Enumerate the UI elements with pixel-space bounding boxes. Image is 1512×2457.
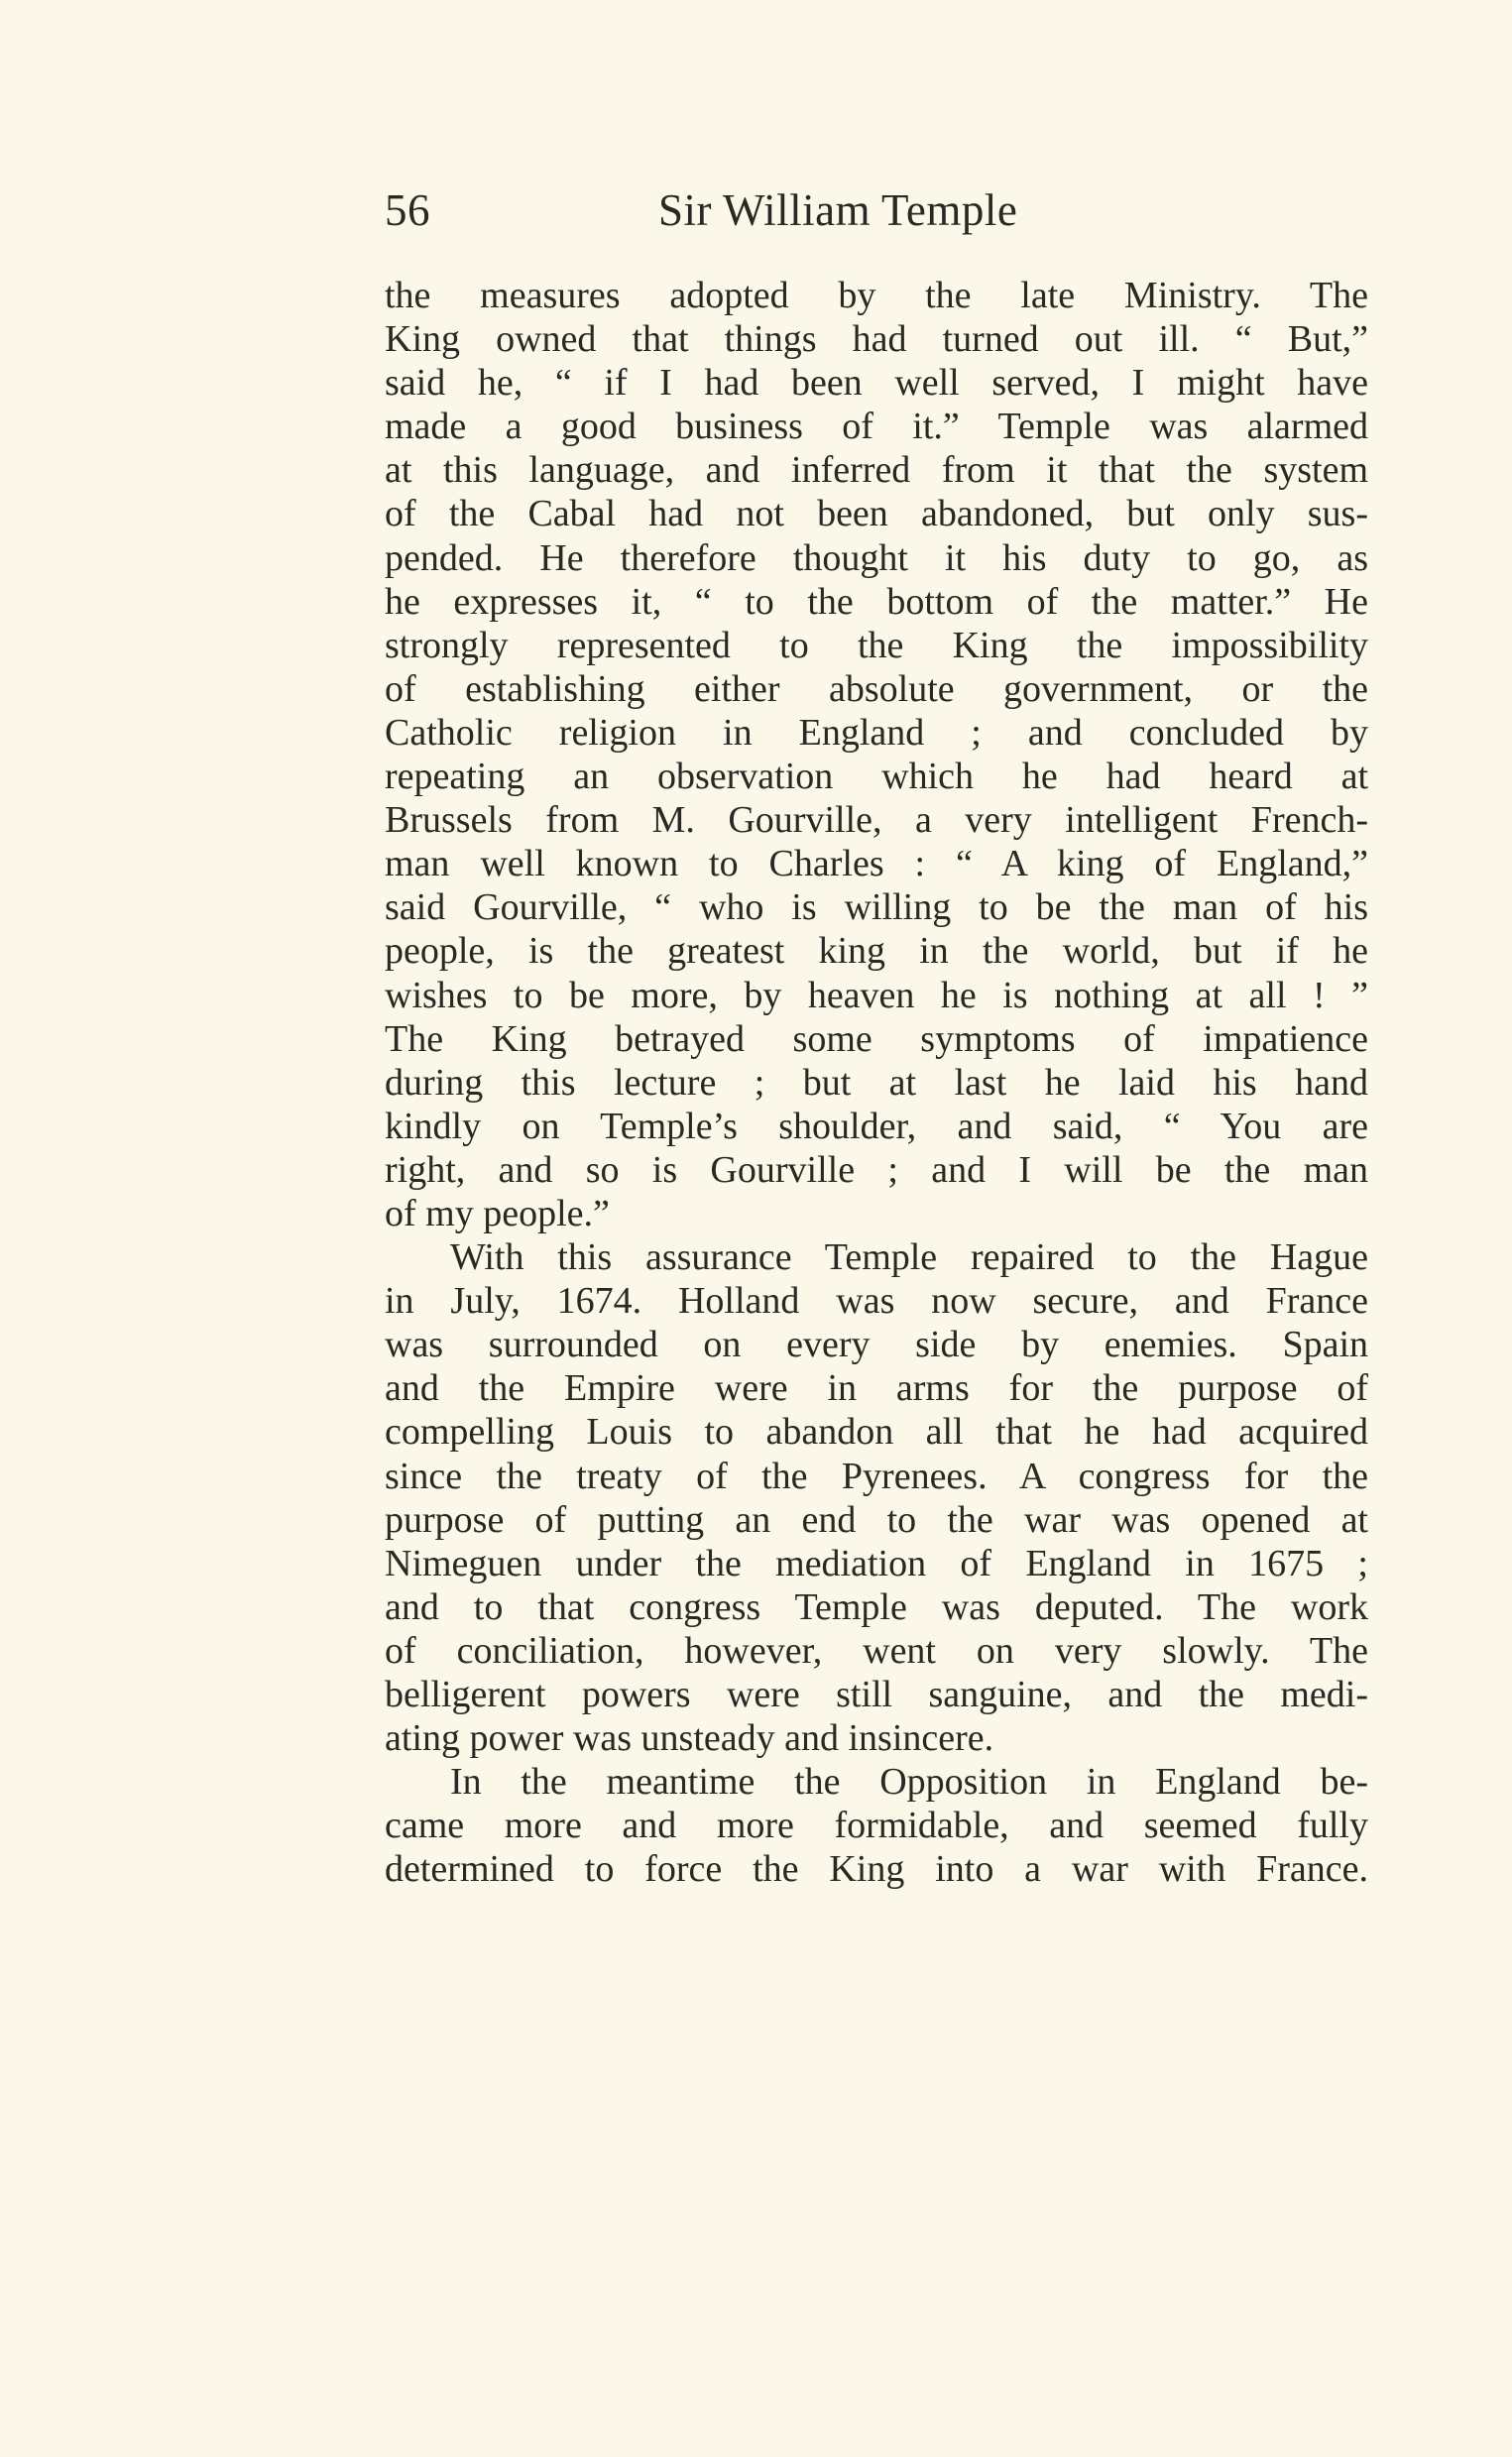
- text-line: he expresses it, “ to the bottom of the matter.” He: [385, 580, 1368, 623]
- text-line: of conciliation, however, went on very slowly. The: [385, 1629, 1368, 1672]
- text-line: said Gourville, “ who is willing to be the man of his: [385, 886, 1368, 929]
- text-line: at this language, and inferred from it that the system: [385, 449, 1368, 492]
- text-line: during this lecture ; but at last he laid his hand: [385, 1061, 1368, 1104]
- text-line: people, is the greatest king in the world, but if he: [385, 930, 1368, 973]
- text-line: right, and so is Gourville ; and I will be the man: [385, 1148, 1368, 1191]
- text-line: was surrounded on every side by enemies. Spain: [385, 1324, 1368, 1366]
- text-line: of my people.”: [385, 1192, 610, 1234]
- text-line: Brussels from M. Gourville, a very intelligent French-: [385, 799, 1368, 842]
- text-line: and the Empire were in arms for the purpose of: [385, 1367, 1368, 1410]
- text-line: and to that congress Temple was deputed. The work: [385, 1585, 1368, 1628]
- text-line: came more and more formidable, and seemed fully: [385, 1805, 1368, 1847]
- text-line: kindly on Temple’s shoulder, and said, “ You are: [385, 1105, 1368, 1147]
- text-line: compelling Louis to abandon all that he had acquired: [385, 1411, 1368, 1454]
- text-line: The King betrayed some symptoms of impatience: [385, 1017, 1368, 1060]
- text-line: made a good business of it.” Temple was alarmed: [385, 406, 1368, 448]
- text-line: Nimeguen under the mediation of England in 1675 ;: [385, 1542, 1368, 1584]
- text-line: ating power was unsteady and insincere.: [385, 1717, 994, 1760]
- page-number: 56: [385, 185, 430, 235]
- text-line: belligerent powers were still sanguine, and the medi-: [385, 1674, 1368, 1715]
- text-line: determined to force the King into a war with France.: [385, 1848, 1368, 1891]
- page-header: [385, 184, 1376, 244]
- running-title: Sir William Temple: [658, 185, 1018, 235]
- text-line: man well known to Charles : “ A king of England,”: [385, 843, 1368, 885]
- text-line: repeating an observation which he had heard at: [385, 756, 1368, 798]
- text-line: of establishing either absolute government, or the: [385, 667, 1368, 710]
- text-line: said he, “ if I had been well served, I might have: [385, 362, 1368, 405]
- text-line: of the Cabal had not been abandoned, but only sus-: [385, 493, 1368, 535]
- text-line: pended. He therefore thought it his duty to go, as: [385, 536, 1368, 579]
- text-line: With this assurance Temple repaired to the Hague: [450, 1236, 1368, 1279]
- text-line: King owned that things had turned out ill. “ But,”: [385, 318, 1368, 361]
- text-line: wishes to be more, by heaven he is nothing at all ! ”: [385, 974, 1368, 1016]
- text-line: in July, 1674. Holland was now secure, and France: [385, 1280, 1368, 1323]
- text-line: purpose of putting an end to the war was opened at: [385, 1498, 1368, 1541]
- text-line: In the meantime the Opposition in England be-: [450, 1761, 1368, 1804]
- text-line: since the treaty of the Pyrenees. A congress for the: [385, 1455, 1368, 1497]
- body-text: [385, 274, 1368, 1891]
- text-line: strongly represented to the King the impossibility: [385, 624, 1368, 666]
- text-line: the measures adopted by the late Ministry. The: [385, 275, 1368, 316]
- text-line: Catholic religion in England ; and concluded by: [385, 711, 1368, 754]
